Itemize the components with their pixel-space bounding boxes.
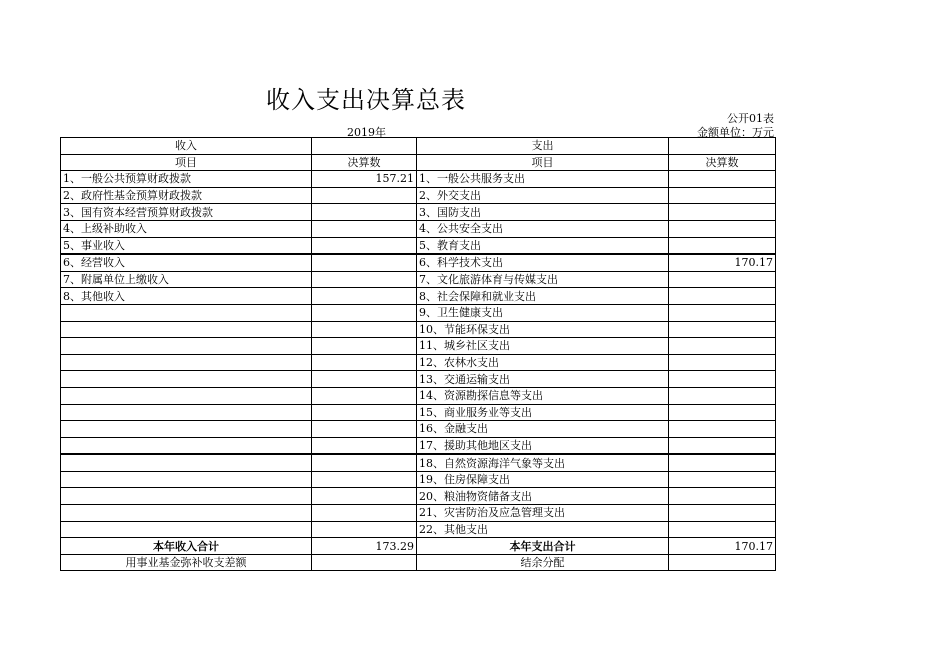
column-header-row <box>61 154 776 171</box>
expense-amount-cell <box>669 505 776 522</box>
expense-item-cell: 9、卫生健康支出 <box>417 304 669 321</box>
expense-item-cell: 16、金融支出 <box>417 421 669 438</box>
table-row <box>61 354 776 371</box>
table-row <box>61 505 776 522</box>
income-expense-table <box>60 137 776 571</box>
income-item-cell <box>61 421 312 438</box>
table-row <box>61 321 776 338</box>
expense-amount-cell <box>669 288 776 305</box>
expense-item-cell: 4、公共安全支出 <box>417 220 669 237</box>
form-code: 公开01表 <box>727 112 774 125</box>
expense-item-cell: 10、节能环保支出 <box>417 321 669 338</box>
income-amount-cell <box>312 471 417 488</box>
income-item-cell <box>61 371 312 388</box>
income-item-cell: 3、国有资本经营预算财政拨款 <box>61 204 312 221</box>
table-row <box>61 421 776 438</box>
income-amount-cell <box>312 187 417 204</box>
expense-item-cell: 12、农林水支出 <box>417 354 669 371</box>
income-amount-cell: 157.21 <box>312 171 417 188</box>
expense-amount-cell <box>669 338 776 355</box>
income-amount-cell <box>312 304 417 321</box>
income-amount-cell <box>312 421 417 438</box>
income-item-cell: 8、其他收入 <box>61 288 312 305</box>
table-row <box>61 387 776 404</box>
expense-item-header: 项目 <box>417 154 669 171</box>
income-amount-cell <box>312 437 417 454</box>
expense-amount-cell <box>669 171 776 188</box>
empty-cell <box>669 138 776 155</box>
table-row <box>61 171 776 188</box>
expense-amount-cell <box>669 304 776 321</box>
income-section-header: 收入 <box>61 138 312 155</box>
income-total-label: 本年收入合计 <box>61 538 312 555</box>
income-item-cell: 5、事业收入 <box>61 237 312 254</box>
expense-item-cell: 14、资源勘探信息等支出 <box>417 387 669 404</box>
section-header-row <box>61 138 776 155</box>
income-total-amount: 173.29 <box>312 538 417 555</box>
income-amount-cell <box>312 321 417 338</box>
income-amount-cell <box>312 354 417 371</box>
expense-amount-cell <box>669 354 776 371</box>
income-amount-header: 决算数 <box>312 154 417 171</box>
expense-amount-cell: 170.17 <box>669 254 776 271</box>
expense-item-cell: 19、住房保障支出 <box>417 471 669 488</box>
table-row <box>61 338 776 355</box>
income-amount-cell <box>312 387 417 404</box>
income-amount-cell <box>312 288 417 305</box>
totals-row <box>61 538 776 555</box>
expense-amount-cell <box>669 421 776 438</box>
report-year: 2019年 <box>347 126 386 139</box>
income-item-cell <box>61 338 312 355</box>
expense-amount-cell <box>669 387 776 404</box>
income-item-cell <box>61 505 312 522</box>
table-row <box>61 371 776 388</box>
expense-amount-cell <box>669 471 776 488</box>
table-row <box>61 204 776 221</box>
expense-item-cell: 3、国防支出 <box>417 204 669 221</box>
income-amount-cell <box>312 254 417 271</box>
income-amount-cell <box>312 371 417 388</box>
income-item-header: 项目 <box>61 154 312 171</box>
expense-amount-cell <box>669 404 776 421</box>
income-amount-cell <box>312 338 417 355</box>
table-row <box>61 304 776 321</box>
empty-cell <box>669 554 776 571</box>
income-item-cell: 1、一般公共预算财政拨款 <box>61 171 312 188</box>
expense-footer-label: 结余分配 <box>417 554 669 571</box>
table-row <box>61 404 776 421</box>
expense-item-cell: 7、文化旅游体育与传媒支出 <box>417 271 669 288</box>
expense-item-cell: 15、商业服务业等支出 <box>417 404 669 421</box>
income-amount-cell <box>312 454 417 471</box>
expense-amount-cell <box>669 521 776 538</box>
expense-amount-cell <box>669 488 776 505</box>
table-row <box>61 220 776 237</box>
table-row <box>61 271 776 288</box>
page-title: 收入支出决算总表 <box>266 86 466 114</box>
empty-cell <box>312 554 417 571</box>
income-item-cell <box>61 521 312 538</box>
income-footer-label: 用事业基金弥补收支差额 <box>61 554 312 571</box>
expense-total-label: 本年支出合计 <box>417 538 669 555</box>
table-row <box>61 437 776 454</box>
expense-item-cell: 11、城乡社区支出 <box>417 338 669 355</box>
income-amount-cell <box>312 204 417 221</box>
table-row <box>61 488 776 505</box>
income-amount-cell <box>312 404 417 421</box>
expense-item-cell: 21、灾害防治及应急管理支出 <box>417 505 669 522</box>
income-item-cell <box>61 404 312 421</box>
table-row <box>61 521 776 538</box>
table-row <box>61 237 776 254</box>
income-amount-cell <box>312 271 417 288</box>
table-row <box>61 187 776 204</box>
footer-row <box>61 554 776 571</box>
expense-item-cell: 18、自然资源海洋气象等支出 <box>417 454 669 471</box>
expense-amount-header: 决算数 <box>669 154 776 171</box>
amount-unit: 金额单位：万元 <box>697 126 774 139</box>
expense-item-cell: 2、外交支出 <box>417 187 669 204</box>
income-item-cell <box>61 454 312 471</box>
table-row <box>61 288 776 305</box>
income-amount-cell <box>312 237 417 254</box>
expense-item-cell: 1、一般公共服务支出 <box>417 171 669 188</box>
expense-item-cell: 6、科学技术支出 <box>417 254 669 271</box>
income-item-cell: 4、上级补助收入 <box>61 220 312 237</box>
expense-item-cell: 8、社会保障和就业支出 <box>417 288 669 305</box>
income-item-cell <box>61 471 312 488</box>
income-amount-cell <box>312 505 417 522</box>
expense-item-cell: 13、交通运输支出 <box>417 371 669 388</box>
expense-section-header: 支出 <box>417 138 669 155</box>
expense-amount-cell <box>669 321 776 338</box>
income-item-cell <box>61 304 312 321</box>
income-amount-cell <box>312 220 417 237</box>
income-item-cell <box>61 354 312 371</box>
income-item-cell: 2、政府性基金预算财政拨款 <box>61 187 312 204</box>
income-amount-cell <box>312 488 417 505</box>
expense-amount-cell <box>669 271 776 288</box>
income-item-cell <box>61 437 312 454</box>
expense-total-amount: 170.17 <box>669 538 776 555</box>
expense-item-cell: 20、粮油物资储备支出 <box>417 488 669 505</box>
expense-amount-cell <box>669 220 776 237</box>
table-row <box>61 454 776 471</box>
income-item-cell <box>61 488 312 505</box>
expense-amount-cell <box>669 204 776 221</box>
table-row <box>61 471 776 488</box>
expense-amount-cell <box>669 187 776 204</box>
expense-item-cell: 22、其他支出 <box>417 521 669 538</box>
expense-amount-cell <box>669 237 776 254</box>
income-item-cell <box>61 387 312 404</box>
expense-amount-cell <box>669 371 776 388</box>
empty-cell <box>312 138 417 155</box>
expense-amount-cell <box>669 437 776 454</box>
income-item-cell: 7、附属单位上缴收入 <box>61 271 312 288</box>
income-item-cell: 6、经营收入 <box>61 254 312 271</box>
expense-amount-cell <box>669 454 776 471</box>
expense-item-cell: 5、教育支出 <box>417 237 669 254</box>
table-row <box>61 254 776 271</box>
income-amount-cell <box>312 521 417 538</box>
income-item-cell <box>61 321 312 338</box>
expense-item-cell: 17、援助其他地区支出 <box>417 437 669 454</box>
